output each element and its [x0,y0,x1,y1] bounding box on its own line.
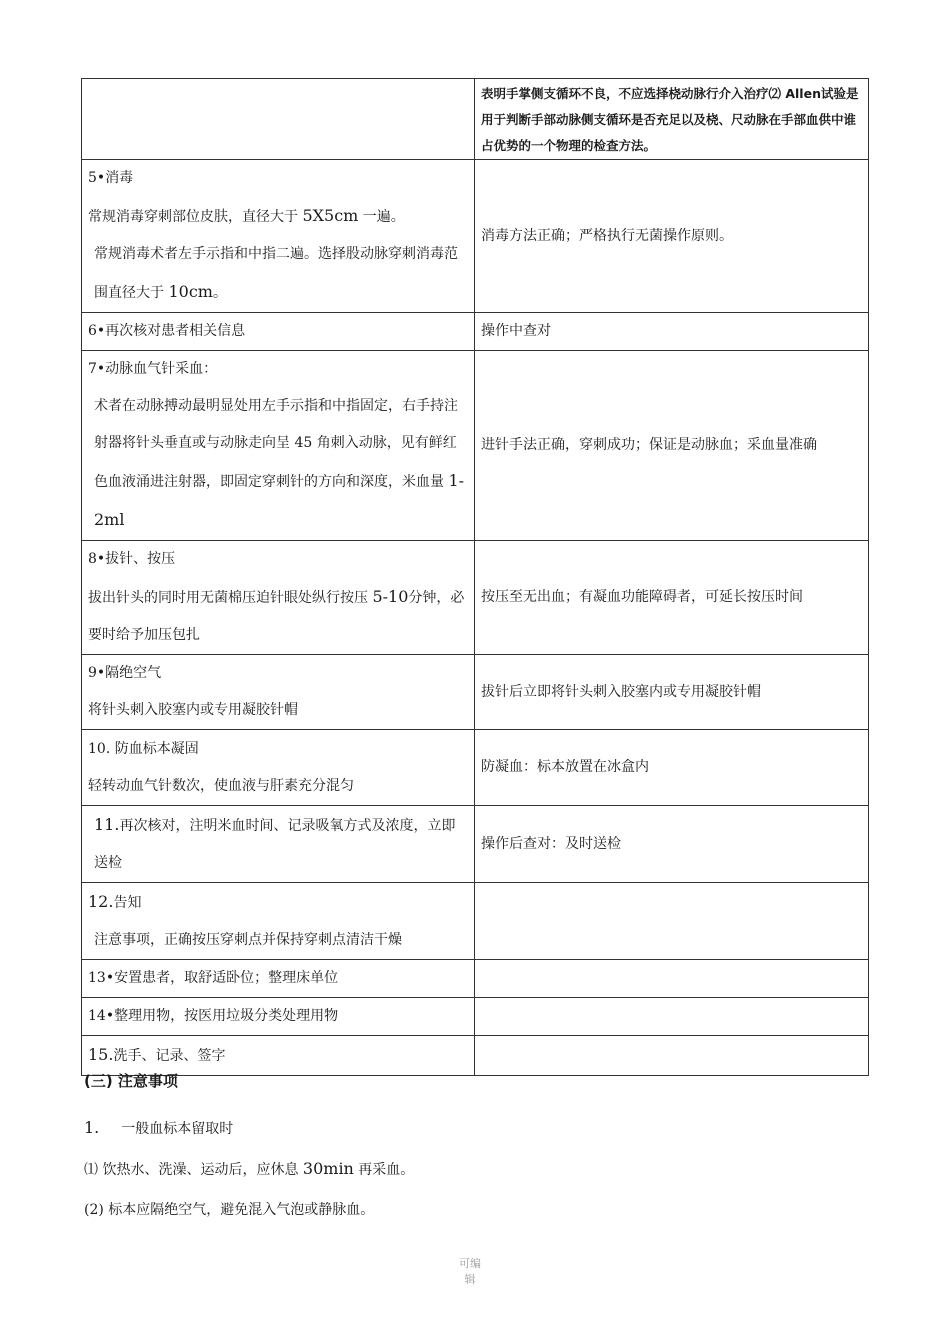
procedure-table [81,78,869,1076]
table-row [82,541,869,655]
step-text: 注意事项，正确按压穿刺点并保持穿刺点清洁干燥 [94,932,402,948]
requirement-cell: 进针手法正确，穿刺成功；保证是动脉血；采血量准确 [475,351,869,541]
step-cell [82,160,475,313]
step-text: 轻转动血气针数次，使血液与肝素充分混匀 [88,777,354,794]
table-row [82,730,869,806]
list-item: 1. 一般血标本留取时 [84,1118,234,1137]
list-item: ⑴ 饮热水、洗澡、运动后，应休息 30min 再采血。 [84,1159,415,1178]
step-cell [82,730,475,806]
step-cell: 15.洗手、记录、签字 [82,1036,475,1076]
precautions-section [84,1068,864,1230]
step-title: 5•消毒 [88,170,134,186]
step-text: 将针头刺入胶塞内或专用凝胶针帽 [88,702,298,718]
table-row [82,655,869,730]
step-title: 12.告知 [88,892,142,911]
table-row [82,960,869,998]
step-cell: 6•再次核对患者相关信息 [82,313,475,351]
step-text: 常规消毒穿刺部位皮肤，直径大于 5X5cm 一遍。 [88,206,405,225]
step-text: 术者在动脉搏动最明显处用左手示指和中指固定，右手持注射器将针头垂直或与动脉走向呈 45 角刺入动脉，见有鲜红色血液涌进注射器，即固定穿刺针的方向和深度，米血量 1-2ml [94,398,465,529]
step-cell [82,655,475,730]
step-cell [82,79,475,160]
table-row [82,883,869,960]
allen-test-note: 表明手掌侧支循环不良，不应选择桡动脉行介入治疗⑵ Allen试验是用于判断手部动脉侧支循环是否充足以及桡、尺动脉在手部血供中谁占优势的一个物理的检查方法。 [475,79,869,160]
requirement-cell [475,960,869,998]
requirement-cell [475,998,869,1036]
table-row [82,79,869,160]
step-cell [82,541,475,655]
step-cell [82,351,475,541]
step-title: 9•隔绝空气 [88,665,162,681]
step-cell [82,883,475,960]
requirement-cell: 消毒方法正确；严格执行无菌操作原则。 [475,160,869,313]
requirement-cell: 按压至无出血；有凝血功能障碍者，可延长按压时间 [475,541,869,655]
step-cell: 13•安置患者，取舒适卧位；整理床单位 [82,960,475,998]
step-title: 7•动脉血气针采血： [88,361,218,377]
section-heading: (三) 注意事项 [84,1072,178,1090]
list-item: (2) 标本应隔绝空气，避免混入气泡或静脉血。 [84,1202,375,1218]
table-row [82,351,869,541]
step-cell [82,806,475,883]
table-row [82,160,869,313]
editable-watermark: 可编 辑 [459,1257,481,1286]
step-text: 11.再次核对，注明米血时间、记录吸氧方式及浓度，立即送检 [94,815,456,871]
step-text: 拔出针头的同时用无菌棉压迫针眼处纵行按压 5-10分钟，必要时给予加压包扎 [88,587,465,643]
table-row [82,313,869,351]
step-text: 常规消毒术者左手示指和中指二遍。选择股动脉穿刺消毒范围直径大于 10cm。 [94,246,458,301]
requirement-cell [475,883,869,960]
table-row [82,806,869,883]
step-cell: 14•整理用物，按医用垃圾分类处理用物 [82,998,475,1036]
step-title: 8•拔针、按压 [88,551,176,567]
requirement-cell: 操作后查对：及时送检 [475,806,869,883]
step-title: 10. 防血标本凝固 [88,740,199,757]
requirement-cell: 防凝血：标本放置在冰盒内 [475,730,869,806]
requirement-cell: 拔针后立即将针头刺入胶塞内或专用凝胶针帽 [475,655,869,730]
table-row [82,998,869,1036]
requirement-cell: 操作中查对 [475,313,869,351]
